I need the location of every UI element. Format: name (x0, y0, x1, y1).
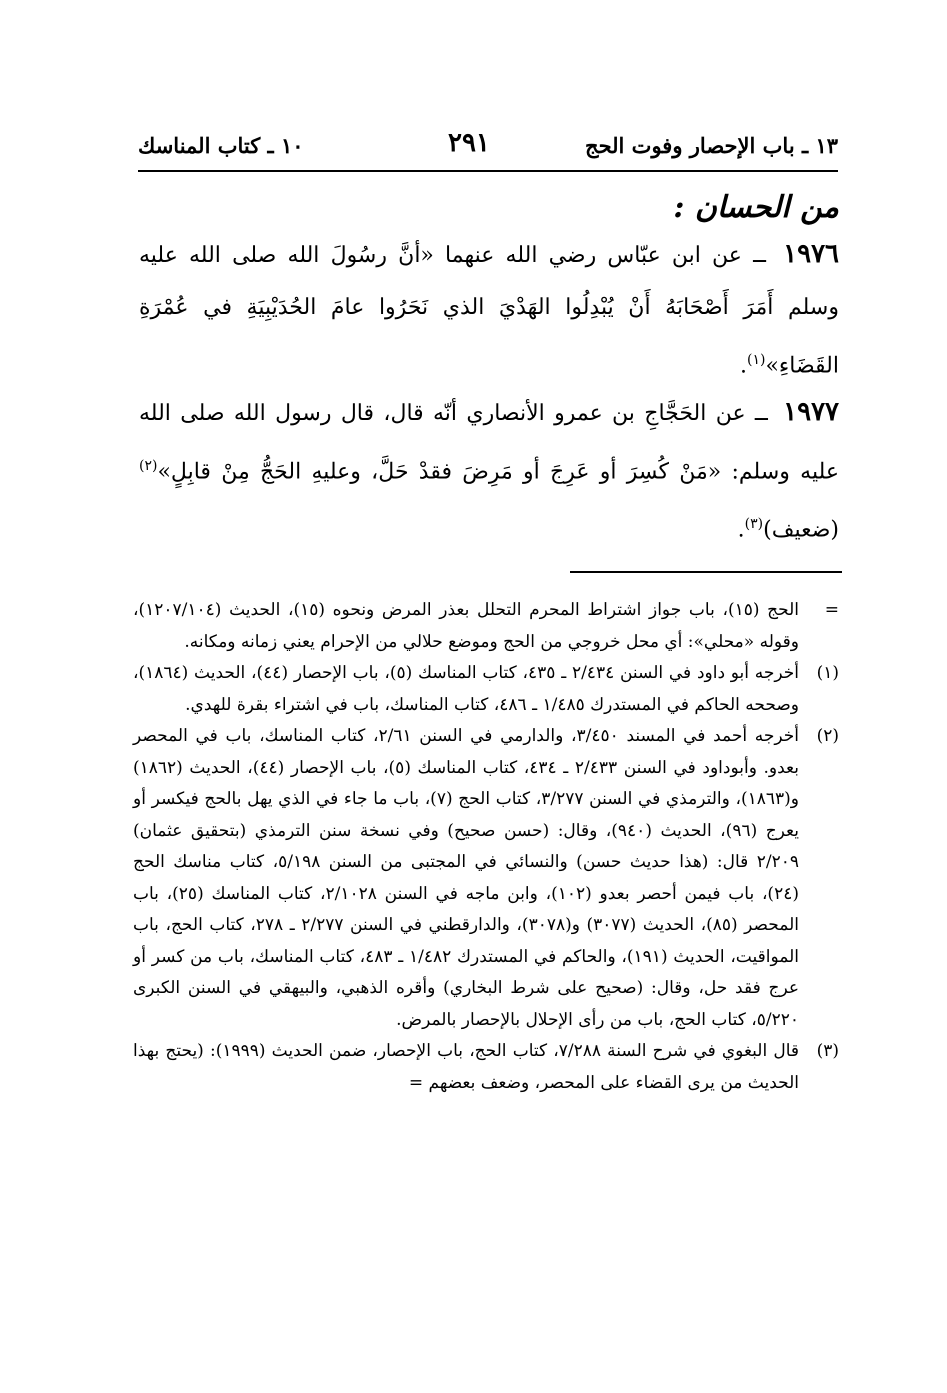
footnote-continuation (133, 595, 839, 658)
footnote-mark: (١) (816, 663, 839, 683)
hadith-1977 (139, 386, 839, 557)
hadith-1976 (139, 228, 839, 392)
hadith-text: ــ عن الحَجَّاجِ بن عمرو الأنصاري أنّه قال، قال رسول الله صلى الله عليه وسلم: «مَنْ كُسِرَ أو عَرِجَ أو مَرِضَ فقدْ حَلَّ، وعليهِ الحَجُّ مِنْ قابِلٍ» (139, 401, 839, 485)
hadith-number: ١٩٧٧ (783, 397, 839, 427)
footnote-2 (133, 721, 839, 1036)
footnote-1 (133, 658, 839, 721)
running-header (138, 118, 838, 168)
footnote-mark: (٢) (816, 726, 839, 746)
footnote-ref: (١) (747, 352, 766, 368)
hadith-end: . (737, 517, 745, 543)
page-number: ٢٩١ (448, 128, 490, 158)
footnotes (133, 595, 839, 1099)
footnote-text: الحج (١٥)، باب جواز اشتراط المحرم التحلل بعذر المرض ونحوه (١٥)، الحديث (١٢٠٧/١٠٤)، وقوله «محلي»: أي محل خروجي من الحج وموضع حلالي من الإحرام يعني زمانه ومكانه. (133, 600, 799, 652)
footnote-text: أخرجه أبو داود في السنن ٢/٤٣٤ ـ ٤٣٥، كتاب المناسك (٥)، باب الإحصار (٤٤)، الحديث (١٨٦٤)، وصححه الحاكم في المستدرك ١/٤٨٥ ـ ٤٨٦، كتاب المناسك، باب في اشتراء بقرة للهدي. (133, 663, 800, 715)
footnote-ref: (٢) (139, 458, 158, 474)
header-chapter: ١٠ ـ كتاب المناسك (138, 133, 304, 158)
footnote-text: أخرجه أحمد في المسند ٣/٤٥٠، والدارمي في السنن ٢/٦١، كتاب المناسك، باب في المحصر بعدو. وأبوداود في السنن ٢/٤٣٣ ـ ٤٣٤، كتاب المناسك (٥)، باب الإحصار (٤٤)، الحديث (١٨٦٢) و(١٨٦٣)، والترمذي في السنن ٣/٢٧٧، كتاب الحج (٧)، باب ما جاء في الذي يهل بالحج فيكسر أو يعرج (٩٦)، الحديث (٩٤٠)، وقال: (حسن صحيح) وفي نسخة سنن الترمذي (بتحقيق عثمان) ٢/٢٠٩ قال: (هذا حديث حسن) والنسائي في المجتبى من السنن ٥/١٩٨، كتاب مناسك الحج (٢٤)، باب فيمن أحصر بعدو (١٠٢)، وابن ماجه في السنن ٢/١٠٢٨، كتاب المناسك (٢٥)، باب المحصر (٨٥)، الحديث (٣٠٧٧) و(٣٠٧٨)، والدارقطني في السنن ٢/٢٧٧ ـ ٢٧٨، كتاب الحج، باب المواقيت، الحديث (١٩١)، والحاكم في المستدرك ١/٤٨٢ ـ ٤٨٣، كتاب المناسك، باب من كسر أو عرج فقد حل، وقال: (صحيح على شرط البخاري) وأقره الذهبي، والبيهقي في السنن الكبرى ٥/٢٢٠، كتاب الحج، باب من رأى الإحلال بالإحصار بالمرض. (133, 726, 799, 1030)
section-title: من الحسان : (673, 190, 839, 225)
hadith-number: ١٩٧٦ (783, 239, 839, 269)
header-rule (138, 170, 838, 172)
footnote-mark: (٣) (816, 1041, 839, 1061)
hadith-grade: (ضعيف) (763, 517, 839, 543)
header-section: ١٣ ـ باب الإحصار وفوت الحج (585, 133, 838, 158)
hadith-end: . (740, 353, 747, 379)
hadith-text: ــ عن ابن عبّاس رضي الله عنهما «أنَّ رسُولَ الله صلى الله عليه وسلم أَمَرَ أَصْحَابَهُ أَنْ يُبْدِلُوا الهَدْيَ الذي نَحَرُوا عامَ الحُدَيْبِيَةِ في عُمْرَةِ القَضَاءِ» (139, 243, 839, 379)
footnote-ref: (٣) (744, 516, 764, 533)
footnote-text: قال البغوي في شرح السنة ٧/٢٨٨، كتاب الحج، باب الإحصار، ضمن الحديث (١٩٩٩): (يحتج بهذا الحديث من يرى القضاء على المحصر، وضعف بعضهم = (133, 1041, 799, 1093)
footnote-mark: = (824, 600, 839, 620)
footnote-3 (133, 1036, 839, 1099)
footnote-separator (570, 571, 842, 573)
